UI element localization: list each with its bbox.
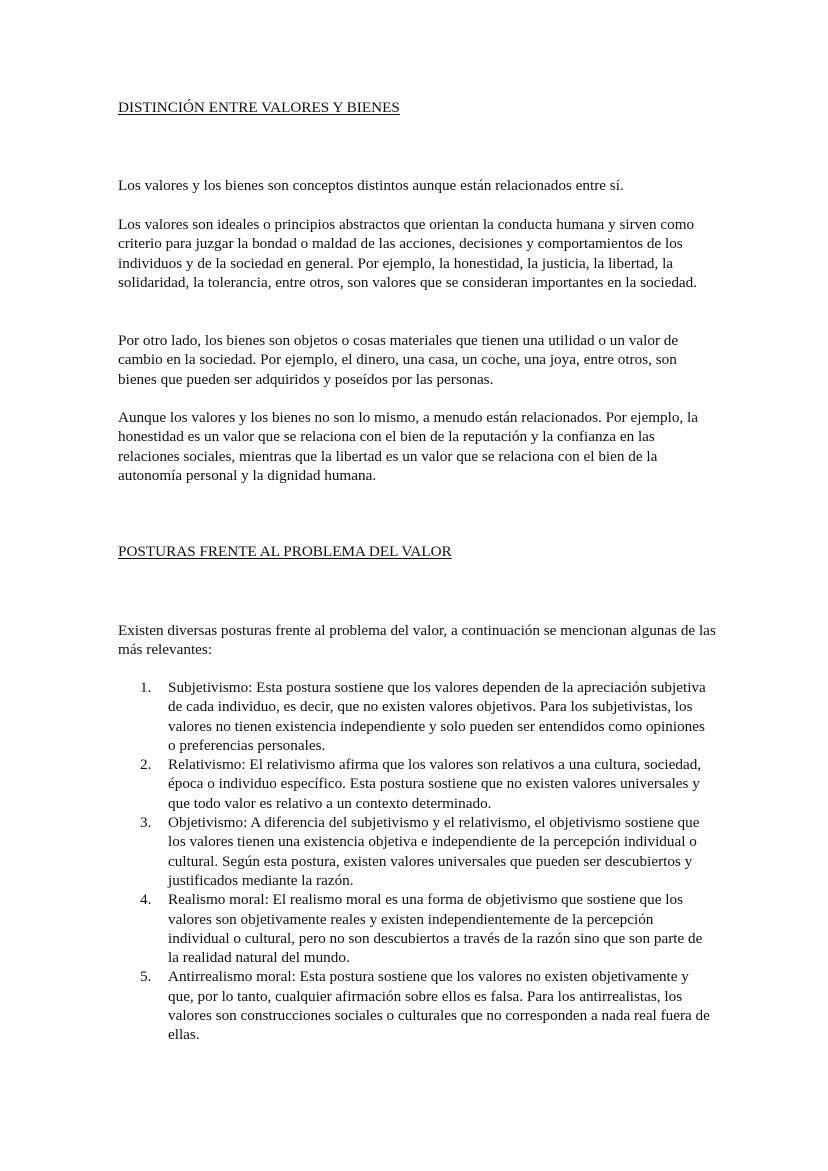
list-number: 4. [140, 891, 152, 909]
list-item-text: Relativismo: El relativismo afirma que los valores son relativos a una cultura, sociedad, época o individuo específico. Esta postura sostiene que no existen valores universales y que todo valor es relativo a un contexto determinado. [168, 756, 702, 812]
list-item-subjetivismo [118, 678, 712, 755]
list-item-objetivismo [118, 813, 712, 890]
list-item-antirrealismo-moral [118, 967, 712, 1044]
paragraph-relationship: Aunque los valores y los bienes no son lo mismo, a menudo están relacionados. Por ejemplo, la honestidad es un valor que se relaciona con el bien de la reputación y la confianza en las relaciones sociales, mientras que la libertad es un valor que se relaciona con el bien de la autonomía personal y la dignidad humana. [118, 409, 698, 484]
list-number: 3. [140, 814, 152, 832]
list-number: 2. [140, 756, 152, 774]
list-number: 1. [140, 679, 152, 696]
positions-list [118, 678, 718, 1045]
list-item-text: Subjetivismo: Esta postura sostiene que los valores dependen de la apreciación subjetiva de cada individuo, es decir, que no existen valores objetivos. Para los subjetivistas, los valores no tienen existencia independiente y solo pueden ser entendidos como opiniones o preferencias personales. [168, 679, 706, 754]
list-item-text: Objetivismo: A diferencia del subjetivismo y el relativismo, el objetivismo sostiene que los valores tienen una existencia objetiva e independiente de la percepción individual o cultural. Según esta postura, existen valores universales que pueden ser descubiertos y justificados mediante la razón. [168, 814, 700, 889]
list-number: 5. [140, 968, 152, 986]
list-item-realismo-moral [118, 890, 712, 967]
paragraph-positions-intro: Existen diversas posturas frente al problema del valor, a continuación se mencionan algunas de las más relevantes: [118, 622, 716, 659]
section-heading-values-vs-goods: DISTINCIÓN ENTRE VALORES Y BIENES [118, 99, 400, 116]
list-item-text: Realismo moral: El realismo moral es una forma de objetivismo que sostiene que los valores son objetivamente reales y existen independientemente de la percepción individual o cultural, pero no son descubiertos a través de la razón sino que son parte de la realidad natural del mundo. [168, 891, 703, 967]
list-item-relativismo [118, 755, 712, 813]
list-item-text: Antirrealismo moral: Esta postura sostiene que los valores no existen objetivamente y que, por lo tanto, cualquier afirmación sobre ellos es falsa. Para los antirrealistas, los valores son construcciones sociales o culturales que no corresponden a nada real fuera de ellas. [168, 968, 710, 1044]
paragraph-values-definition: Los valores son ideales o principios abstractos que orientan la conducta humana y sirven como criterio para juzgar la bondad o maldad de las acciones, decisiones y comportamientos de los individuos y de la sociedad en general. Por ejemplo, la honestidad, la justicia, la libertad, la solidaridad, la tolerancia, entre otros, son valores que se consideran importantes en la sociedad. [118, 216, 698, 291]
paragraph-intro: Los valores y los bienes son conceptos distintos aunque están relacionados entre sí. [118, 177, 624, 194]
paragraph-goods-definition: Por otro lado, los bienes son objetos o cosas materiales que tienen una utilidad o un valor de cambio en la sociedad. Por ejemplo, el dinero, una casa, un coche, una joya, entre otros, son bienes que pueden ser adquiridos y poseídos por las personas. [118, 332, 679, 388]
section-heading-value-positions: POSTURAS FRENTE AL PROBLEMA DEL VALOR [118, 543, 452, 560]
